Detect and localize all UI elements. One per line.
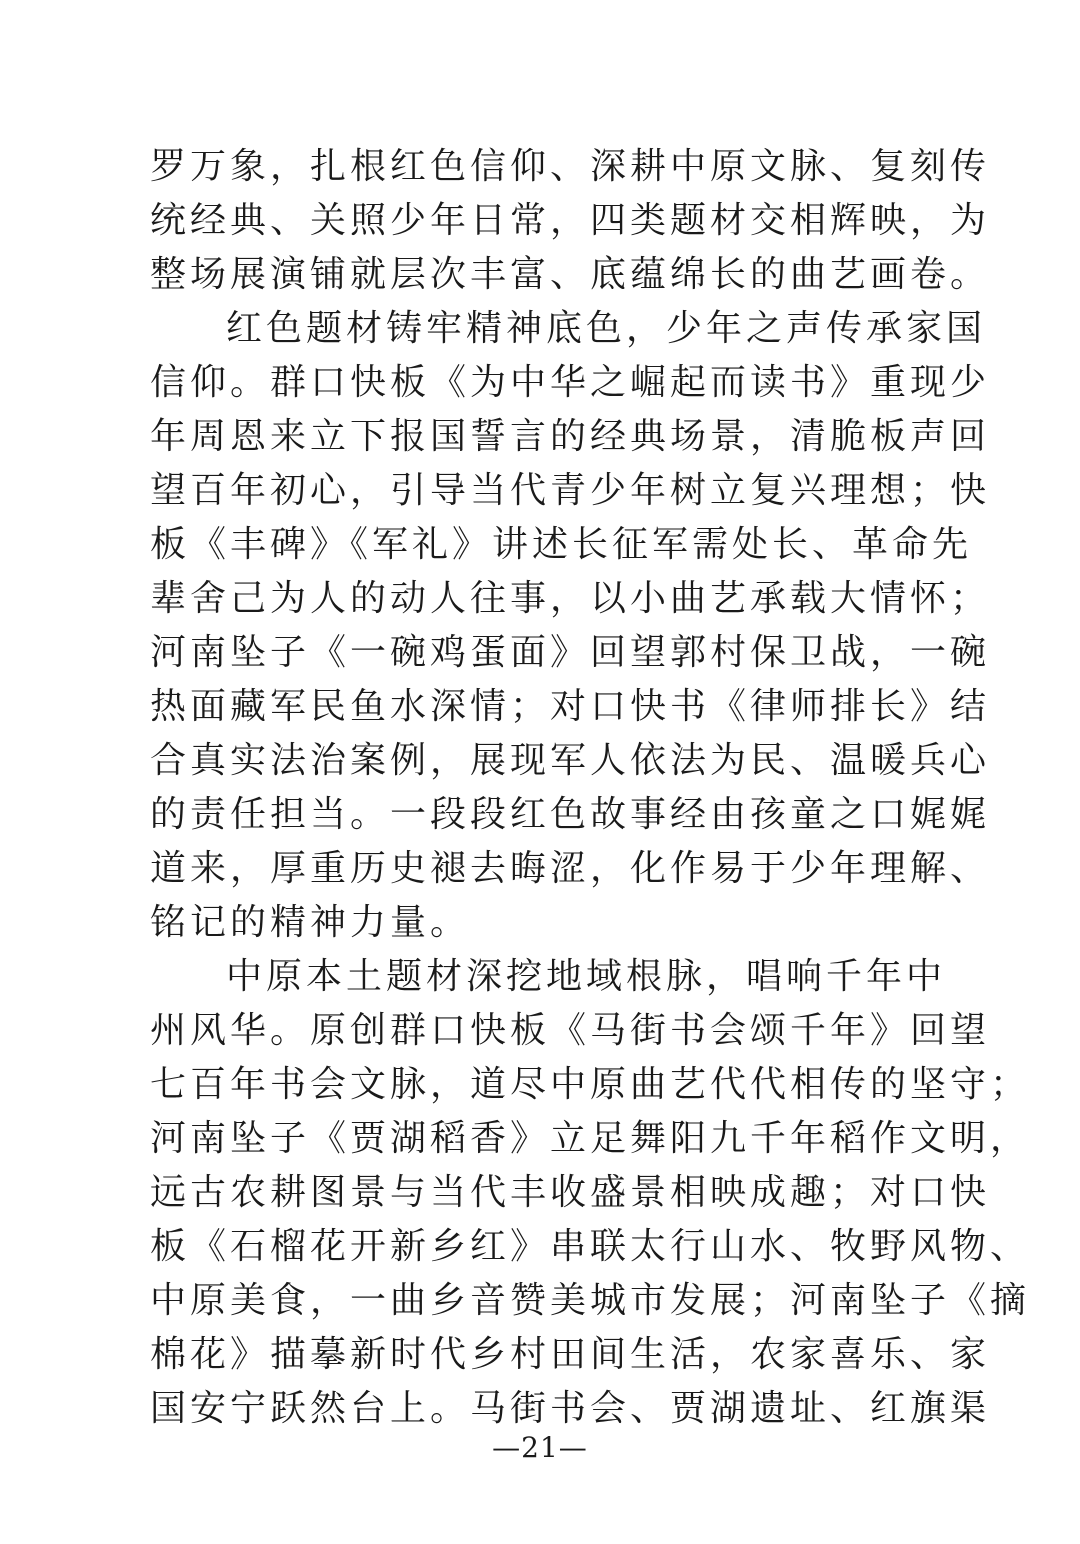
text-line: 热面藏军民鱼水深情；对口快书《律师排长》结 xyxy=(150,686,991,727)
text-line: 辈舍己为人的动人往事，以小曲艺承载大情怀； xyxy=(150,578,991,619)
text-line: 信仰。群口快板《为中华之崛起而读书》重现少 xyxy=(150,362,991,403)
text-line: 州风华。原创群口快板《马街书会颂千年》回望 xyxy=(150,1010,991,1051)
text-line: 河南坠子《一碗鸡蛋面》回望郭村保卫战，一碗 xyxy=(150,632,991,673)
text-line: 棉花》描摹新时代乡村田间生活，农家喜乐、家 xyxy=(150,1334,991,1375)
text-line: 中原美食，一曲乡音赞美城市发展；河南坠子《摘 xyxy=(150,1280,1031,1321)
text-line: 罗万象，扎根红色信仰、深耕中原文脉、复刻传 xyxy=(150,146,991,187)
text-line: 望百年初心，引导当代青少年树立复兴理想；快 xyxy=(150,470,991,511)
text-line: 的责任担当。一段段红色故事经由孩童之口娓娓 xyxy=(150,794,991,835)
text-line: 河南坠子《贾湖稻香》立足舞阳九千年稻作文明， xyxy=(150,1118,1031,1159)
text-line: 板《丰碑》《军礼》讲述长征军需处长、革命先 xyxy=(150,524,973,565)
text-line: 年周恩来立下报国誓言的经典场景，清脆板声回 xyxy=(150,416,991,457)
text-line: 七百年书会文脉，道尽中原曲艺代代相传的坚守； xyxy=(150,1064,1031,1105)
paragraph-first-line: 红色题材铸牢精神底色，少年之声传承家国 xyxy=(226,308,987,349)
paragraph-first-line: 中原本土题材深挖地域根脉，唱响千年中 xyxy=(226,956,947,997)
text-line: 道来，厚重历史褪去晦涩，化作易于少年理解、 xyxy=(150,848,991,889)
text-line: 板《石榴花开新乡红》串联太行山水、牧野风物、 xyxy=(150,1226,1031,1267)
text-line: 合真实法治案例，展现军人依法为民、温暖兵心 xyxy=(150,740,991,781)
text-line: 国安宁跃然台上。马街书会、贾湖遗址、红旗渠 xyxy=(150,1388,991,1429)
text-line: 整场展演铺就层次丰富、底蕴绵长的曲艺画卷。 xyxy=(150,254,991,295)
body-text xyxy=(150,140,1031,1436)
text-line: 统经典、关照少年日常，四类题材交相辉映，为 xyxy=(150,200,991,241)
page-number: —21— xyxy=(492,1431,588,1464)
text-line: 铭记的精神力量。 xyxy=(150,902,471,943)
text-line: 远古农耕图景与当代丰收盛景相映成趣；对口快 xyxy=(150,1172,991,1213)
